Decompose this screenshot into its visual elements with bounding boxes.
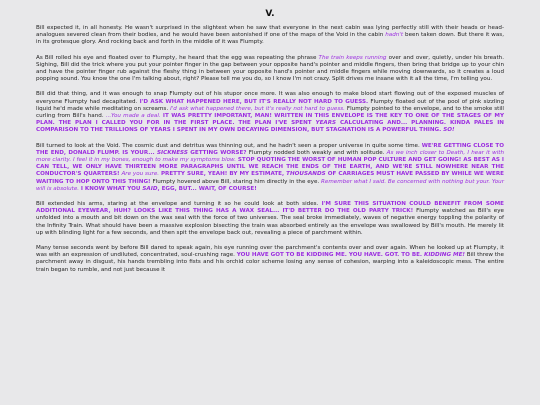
story-body bbox=[0, 25, 540, 274]
text-run: over and over, quietly, under his breath. Sighing, Bill did the trick where you put your pointer finger in the gap between your opposite hand's pointer and middle fingers, then bring that bridge up to your chin and have the pointer finger rub against the fleshy thing in between your opposite hand's pointer and middle fingers while moving downwards, so it creates a loud popping sound. You know the one I'm talking about, right? Please tell me you do, so I know I'm not crazy. Split drives me insane with it all the time, I'm telling you. bbox=[36, 54, 504, 83]
emphasis-run: The train keeps running bbox=[318, 54, 387, 61]
text-run: Many tense seconds went by before Bill dared to speak again, his eye running over the parchment's contents over and over again. When he looked up at Flumpty, it was with an expression of undiluted, concentrated, soul-crushing rage. bbox=[36, 245, 504, 259]
paragraph bbox=[36, 201, 504, 237]
text-run: Flumpty floated out of the pool of pink sizzling liquid he'd made while meditating on screams. bbox=[36, 98, 504, 112]
emphasis-run: GETTING WORSE? bbox=[187, 149, 247, 156]
emphasis-run: SAID bbox=[142, 185, 158, 192]
emphasis-run: I KNOW WHAT YOU bbox=[80, 185, 143, 192]
text-run: Flumpty hovered above Bill, staring him directly in the eye. bbox=[150, 178, 322, 185]
emphasis-run: Are you sure. bbox=[121, 171, 160, 178]
emphasis-run: Remember what I said. Be concerned with nothing but your. Your will is absolute. bbox=[36, 178, 504, 192]
text-run: Flumpty pointed to the envelope, and to the smoke still curling from Bill's hand. bbox=[36, 105, 504, 120]
text-run: been taken down. But there it was, in its grotesque glory. And rocking back and forth in the middle of it was Flumpty. bbox=[36, 32, 504, 46]
emphasis-run: YOU HAVE GOT TO BE KIDDING ME. YOU HAVE. GOT. TO BE. bbox=[236, 252, 424, 259]
emphasis-run: PRETTY SURE, YEAH! BY MY ESTIMATE, bbox=[160, 171, 287, 178]
emphasis-run: YEARS bbox=[315, 120, 337, 127]
emphasis-run: ...You made a deal. bbox=[105, 113, 161, 120]
text-run: Bill expected it, in all honesty. He wasn't surprised in the slightest when he saw that everyone in the next cabin was lying perfectly still with their heads or head-analogues severed clean from their bodies, and he would have been astonished if one of the maps of the Void in the cabin bbox=[36, 25, 504, 39]
emphasis-run: WE'RE GETTING CLOSE TO THE END, DONALD FLUMP. IS YOUR... bbox=[36, 142, 504, 156]
emphasis-run: STOP QUOTING THE WORST OF HUMAN POP CULTURE AND GET GOING! AS BEST AS I CAN TELL, WE ONLY HAVE THIRTEEN MORE PARAGRAPHS UNTIL WE REACH THE ENDS OF THE EARTH, AND WE'RE STILL NOWHERE NEAR THE CONDUCTOR'S QUARTERS! bbox=[36, 157, 504, 178]
emphasis-run: OF CARRIAGES MUST HAVE PASSED BY WHILE WE WERE WAITING TO HOP ONTO THIS THING! bbox=[36, 171, 504, 185]
text-run: Flumpty watched as Bill's eye unfolded into a mouth and bit down on the wax seal with the force of two universes. The seal broke immediately, waves of negative energy toppling the polarity of the Infinity Train. What should have been a massive explosion bisecting the train was absorbed entirely as the envelope was swallowed by Bill's mouth. He merely lit up with blinding light for a few seconds, and then spit the envelope back out, revealing a piece of parchment within. bbox=[36, 208, 504, 236]
emphasis-run: SO! bbox=[443, 127, 455, 134]
emphasis-run: SICKNESS bbox=[157, 149, 188, 156]
emphasis-run: I'D ASK WHAT HAPPENED HERE, BUT IT'S REALLY NOT HARD TO GUESS. bbox=[139, 98, 369, 105]
emphasis-run: , EGG, BUT... WAIT, OF COURSE! bbox=[157, 185, 257, 192]
text-run: Bill extended his arms, staring at the envelope and turning it so he could look at both sides. bbox=[36, 201, 322, 208]
paragraph bbox=[36, 25, 504, 47]
paragraph bbox=[36, 55, 504, 84]
chapter-title: V. bbox=[265, 9, 275, 19]
paragraph bbox=[36, 143, 504, 193]
emphasis-run: IT WAS PRETTY IMPORTANT, MAN! WRITTEN IN THIS ENVELOPE IS THE KEY TO ONE OF THE STAGES OF MY PLAN. THE PLAN I CALLED YOU FOR IN THE FIRST PLACE. THE PLAN I'VE SPENT bbox=[36, 113, 505, 127]
emphasis-run: THOUSANDS bbox=[286, 171, 326, 178]
text-run: Bill turned to look at the Void. The cosmic dust and detritus was thinning out, and he hadn't seen a proper universe in quite some time. bbox=[36, 142, 422, 149]
emphasis-run: hadn't bbox=[385, 32, 404, 39]
emphasis-run: As we inch closer to Death, I hear it with more clarity. I feel it in my bones, enough to make my symptoms blow. bbox=[36, 149, 504, 164]
text-run: Bill threw the parchment away in disgust, his hands trembling into fists and his orchid color scheme losing any sense of cohesion, warping into a kaleidoscopic mess. The entire train began to rumble, and not just because it bbox=[36, 252, 504, 273]
text-run: Flumpty nodded both weakly and with solitude. bbox=[246, 149, 387, 156]
paragraph bbox=[36, 91, 504, 134]
emphasis-run: I'M SURE THIS SITUATION COULD BENEFIT FROM SOME ADDITIONAL EYEWEAR, HUH? LOOKS LIKE THIS THING HAS A WAX SEAL... IT'D BETTER DO THE OLD PARTY TRICK! bbox=[36, 201, 504, 215]
text-run: As Bill rolled his eye and floated over to Flumpty, he heard that the egg was repeating the phrase bbox=[36, 54, 319, 61]
paragraph bbox=[36, 245, 504, 274]
text-run: Bill did that thing, and it was enough to snap Flumpty out of his stupor once more. It was also enough to make blood start flowing out of the exposed muscles of everyone Flumpty had decapitated. bbox=[36, 91, 504, 105]
emphasis-run: I'd ask what happened there, but it's really not hard to guess. bbox=[170, 105, 345, 112]
emphasis-run: CALCULATING AND... PLANNING. KINDA PALES IN COMPARISON TO THE TRILLIONS OF YEARS I SPENT IN MY OWN DECAYING DIMENSION, BUT STAGNATION IS A POWERFUL THING. bbox=[36, 120, 504, 134]
emphasis-run: KIDDING ME! bbox=[424, 252, 465, 259]
